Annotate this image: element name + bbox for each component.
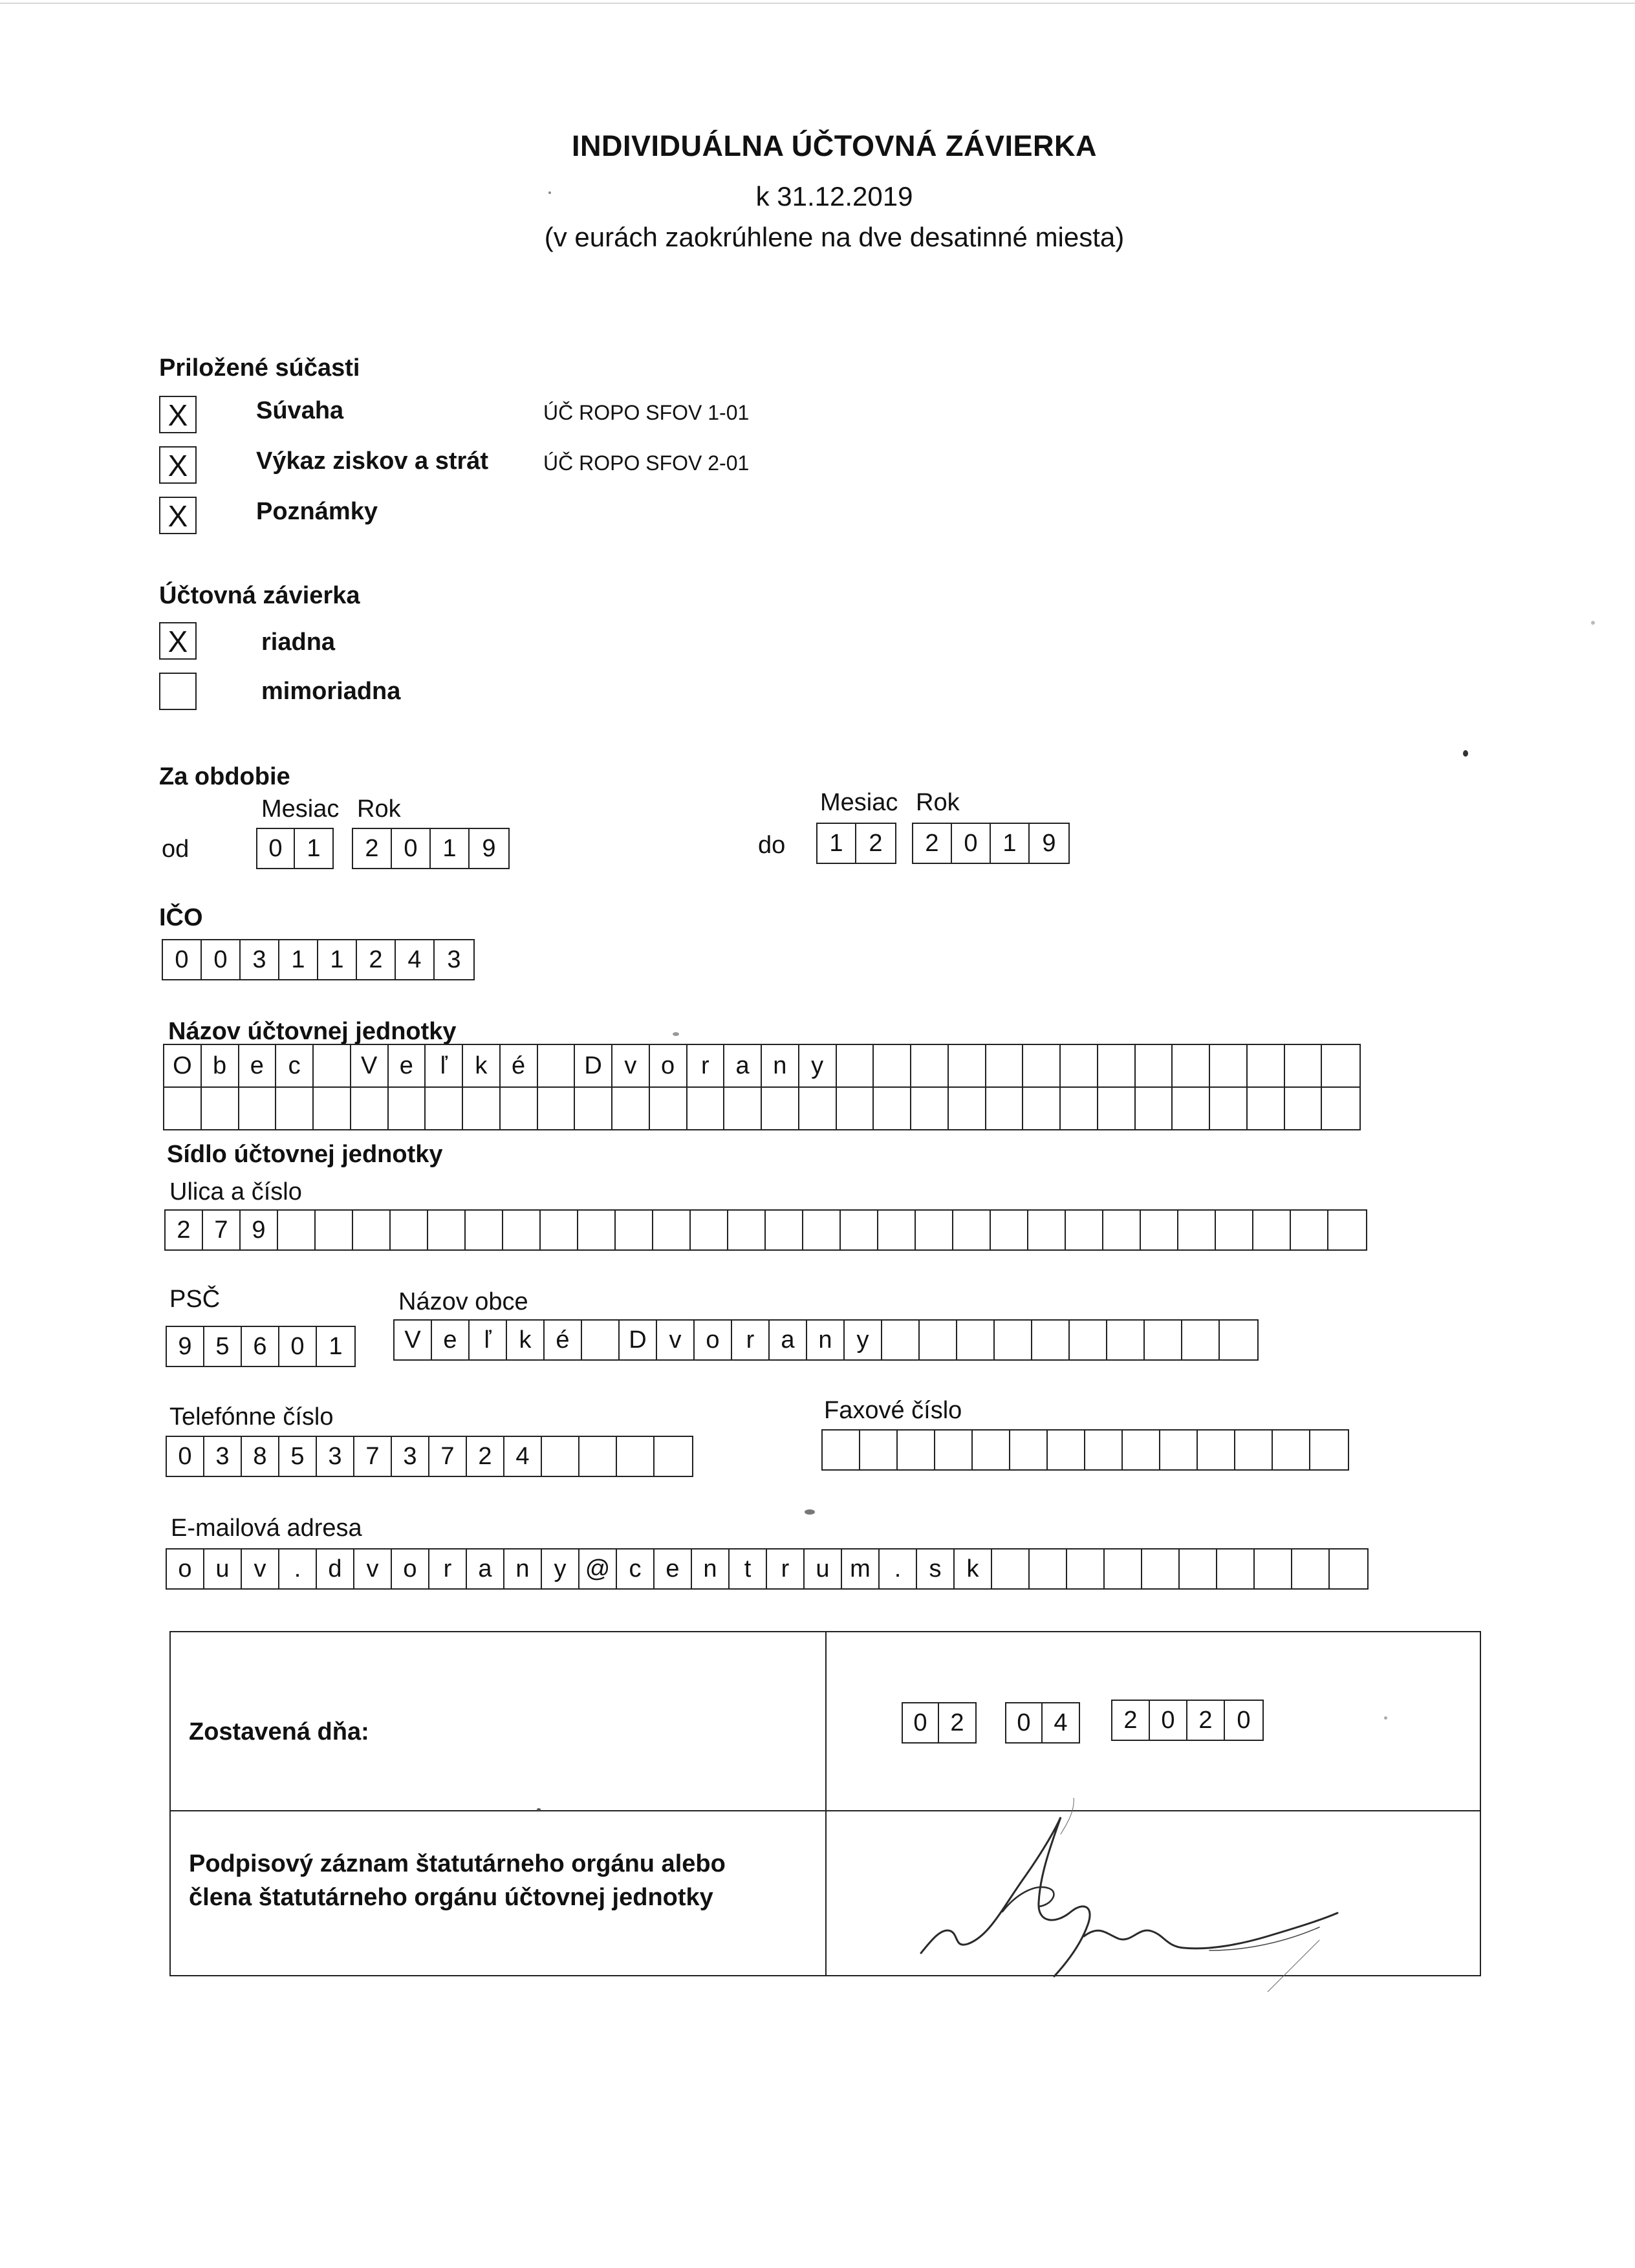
char-cell xyxy=(389,1088,426,1129)
char-cell xyxy=(973,1431,1010,1469)
char-cell xyxy=(878,1211,916,1249)
char-cell: 0 xyxy=(167,1437,204,1476)
char-cell xyxy=(1105,1550,1142,1588)
char-cell xyxy=(1178,1211,1216,1249)
from-year-field[interactable] xyxy=(352,828,510,869)
digit-cell: 0 xyxy=(952,824,991,863)
char-cell: 2 xyxy=(166,1211,203,1249)
char-cell: 7 xyxy=(354,1437,392,1476)
char-cell xyxy=(655,1437,692,1476)
char-cell xyxy=(391,1211,428,1249)
label-riadna: riadna xyxy=(261,629,336,656)
char-cell xyxy=(1322,1088,1359,1129)
char-cell: 1 xyxy=(318,940,357,979)
digit-cell: 0 xyxy=(392,829,431,868)
digit-cell: 2 xyxy=(950,1709,964,1736)
char-cell xyxy=(1273,1431,1310,1469)
char-cell xyxy=(1048,1431,1085,1469)
char-cell xyxy=(1061,1088,1098,1129)
char-cell: 5 xyxy=(279,1437,317,1476)
char-cell: 7 xyxy=(203,1211,241,1249)
checkbox-vykaz[interactable]: X xyxy=(159,446,197,484)
char-cell xyxy=(1210,1045,1248,1086)
char-cell xyxy=(538,1045,576,1086)
char-cell: é xyxy=(545,1321,582,1359)
char-cell xyxy=(1216,1211,1253,1249)
digit-cell: 2 xyxy=(913,824,952,863)
char-cell: 3 xyxy=(317,1437,354,1476)
char-cell: @ xyxy=(579,1550,617,1588)
seat-heading: Sídlo účtovnej jednotky xyxy=(167,1141,443,1168)
char-cell: 5 xyxy=(204,1327,242,1366)
char-cell xyxy=(803,1211,841,1249)
checkbox-mimoriadna[interactable] xyxy=(159,673,197,710)
char-cell: s xyxy=(917,1550,955,1588)
char-cell: 4 xyxy=(504,1437,542,1476)
char-cell xyxy=(239,1088,277,1129)
digit-cell: 4 xyxy=(1054,1709,1068,1736)
compiled-label: Zostavená dňa: xyxy=(189,1718,369,1745)
char-cell xyxy=(935,1431,973,1469)
digit-cell: 1 xyxy=(991,824,1030,863)
street-field[interactable] xyxy=(164,1209,1367,1251)
char-cell: e xyxy=(432,1321,470,1359)
char-cell xyxy=(1123,1431,1160,1469)
char-cell xyxy=(538,1088,576,1129)
char-cell: 1 xyxy=(279,940,318,979)
from-year-label: Rok xyxy=(357,795,401,823)
compiled-month-field[interactable] xyxy=(1005,1702,1080,1744)
char-cell xyxy=(986,1045,1024,1086)
char-cell xyxy=(501,1088,538,1129)
char-cell xyxy=(898,1431,935,1469)
digit-cell: 0 xyxy=(1006,1703,1043,1742)
from-month-field[interactable] xyxy=(256,828,334,869)
char-cell xyxy=(860,1431,898,1469)
char-cell xyxy=(823,1431,860,1469)
char-cell: y xyxy=(845,1321,882,1359)
signature-label-line2: člena štatutárneho orgánu účtovnej jednotky xyxy=(189,1884,713,1911)
char-cell: 6 xyxy=(242,1327,279,1366)
label-poznamky: Poznámky xyxy=(256,498,378,525)
char-cell: v xyxy=(657,1321,695,1359)
digit-cell: 2 xyxy=(353,829,392,868)
char-cell xyxy=(1136,1088,1173,1129)
digit-cell: 0 xyxy=(1150,1701,1187,1740)
char-cell: . xyxy=(880,1550,917,1588)
char-cell: r xyxy=(732,1321,770,1359)
digit-cell: 9 xyxy=(482,834,496,862)
signature-label-line1: Podpisový záznam štatutárneho orgánu alebo xyxy=(189,1850,726,1877)
char-cell: e xyxy=(239,1045,277,1086)
char-cell: 9 xyxy=(167,1327,204,1366)
char-cell xyxy=(1067,1550,1105,1588)
digit-cell: 0 xyxy=(1237,1706,1251,1734)
scan-speck xyxy=(537,1808,541,1811)
digit-cell: 0 xyxy=(257,829,295,868)
to-label: do xyxy=(758,832,786,859)
char-cell xyxy=(1248,1045,1285,1086)
char-cell xyxy=(164,1088,202,1129)
table-column-divider xyxy=(825,1632,827,1975)
char-cell: u xyxy=(805,1550,842,1588)
digit-cell: 9 xyxy=(1042,829,1056,857)
char-cell xyxy=(351,1088,389,1129)
char-cell xyxy=(503,1211,541,1249)
char-cell xyxy=(1032,1321,1070,1359)
char-cell: 2 xyxy=(467,1437,504,1476)
char-cell xyxy=(314,1045,351,1086)
char-cell xyxy=(1235,1431,1273,1469)
to-month-label: Mesiac xyxy=(820,789,898,816)
char-cell xyxy=(957,1321,995,1359)
char-cell xyxy=(949,1088,986,1129)
char-cell xyxy=(1098,1088,1136,1129)
char-cell: b xyxy=(202,1045,239,1086)
char-cell xyxy=(766,1211,803,1249)
char-cell xyxy=(992,1550,1030,1588)
char-cell: k xyxy=(463,1045,501,1086)
scan-edge-line xyxy=(0,3,1635,4)
char-cell: y xyxy=(542,1550,579,1588)
char-cell: V xyxy=(351,1045,389,1086)
char-cell xyxy=(579,1437,617,1476)
char-cell xyxy=(841,1211,878,1249)
char-cell: e xyxy=(655,1550,692,1588)
char-cell xyxy=(426,1088,463,1129)
char-cell xyxy=(1182,1321,1220,1359)
char-cell: n xyxy=(692,1550,730,1588)
street-label: Ulica a číslo xyxy=(169,1178,302,1205)
char-cell: é xyxy=(501,1045,538,1086)
char-cell: 3 xyxy=(204,1437,242,1476)
char-cell xyxy=(353,1211,391,1249)
char-cell xyxy=(724,1088,762,1129)
handwritten-signature xyxy=(905,1798,1371,1992)
char-cell xyxy=(1107,1321,1145,1359)
phone-label: Telefónne číslo xyxy=(169,1403,334,1431)
char-cell xyxy=(278,1211,316,1249)
email-label: E-mailová adresa xyxy=(171,1515,362,1542)
char-cell: 0 xyxy=(202,940,241,979)
digit-cell: 1 xyxy=(431,829,470,868)
char-cell xyxy=(882,1321,920,1359)
char-cell xyxy=(1028,1211,1066,1249)
char-cell: 4 xyxy=(396,940,435,979)
char-cell: 9 xyxy=(241,1211,278,1249)
char-cell: k xyxy=(955,1550,992,1588)
char-cell xyxy=(991,1211,1028,1249)
char-cell xyxy=(1066,1211,1103,1249)
char-cell xyxy=(691,1211,728,1249)
scan-speck xyxy=(1591,621,1595,625)
char-cell: 8 xyxy=(242,1437,279,1476)
char-cell xyxy=(995,1321,1032,1359)
fax-field[interactable] xyxy=(821,1429,1349,1471)
char-cell xyxy=(1010,1431,1048,1469)
char-cell: V xyxy=(395,1321,432,1359)
char-cell xyxy=(582,1321,620,1359)
code-suvaha: ÚČ ROPO SFOV 1-01 xyxy=(543,401,750,424)
char-cell xyxy=(1173,1088,1210,1129)
label-mimoriadna: mimoriadna xyxy=(261,678,401,705)
char-cell xyxy=(762,1088,799,1129)
char-cell xyxy=(314,1088,351,1129)
char-cell: 2 xyxy=(357,940,396,979)
code-vykaz: ÚČ ROPO SFOV 2-01 xyxy=(543,451,750,475)
char-cell xyxy=(428,1211,466,1249)
scan-speck xyxy=(673,1032,679,1036)
char-cell xyxy=(874,1045,911,1086)
char-cell xyxy=(986,1088,1024,1129)
char-cell: O xyxy=(164,1045,202,1086)
char-cell xyxy=(541,1211,578,1249)
entity-name-heading: Názov účtovnej jednotky xyxy=(168,1018,457,1045)
char-cell xyxy=(837,1088,874,1129)
char-cell xyxy=(1173,1045,1210,1086)
char-cell xyxy=(542,1437,579,1476)
char-cell: n xyxy=(762,1045,799,1086)
char-cell xyxy=(616,1211,653,1249)
char-cell: 3 xyxy=(447,945,461,973)
char-cell xyxy=(316,1211,353,1249)
char-cell xyxy=(466,1211,503,1249)
char-cell xyxy=(1085,1431,1123,1469)
char-cell: e xyxy=(389,1045,426,1086)
char-cell: . xyxy=(279,1550,317,1588)
char-cell xyxy=(1023,1088,1061,1129)
char-cell xyxy=(688,1088,725,1129)
char-cell xyxy=(916,1211,953,1249)
char-cell xyxy=(953,1211,991,1249)
char-cell: c xyxy=(276,1045,314,1086)
entity-name-field[interactable] xyxy=(163,1044,1361,1130)
char-cell xyxy=(1061,1045,1098,1086)
char-cell xyxy=(1291,1211,1328,1249)
char-cell: 3 xyxy=(241,940,279,979)
char-cell xyxy=(617,1437,655,1476)
char-cell: ľ xyxy=(470,1321,507,1359)
char-cell xyxy=(911,1088,949,1129)
char-cell xyxy=(1023,1045,1061,1086)
char-cell: 0 xyxy=(163,940,202,979)
char-cell: 1 xyxy=(329,1332,343,1360)
label-vykaz: Výkaz ziskov a strát xyxy=(256,448,489,475)
char-cell xyxy=(1160,1431,1198,1469)
char-cell: r xyxy=(767,1550,805,1588)
compiled-day-field[interactable] xyxy=(902,1702,977,1744)
char-cell: r xyxy=(688,1045,725,1086)
from-label: od xyxy=(162,836,189,863)
char-cell: o xyxy=(392,1550,429,1588)
char-cell xyxy=(1292,1550,1330,1588)
to-month-field[interactable] xyxy=(816,823,896,864)
char-cell xyxy=(1145,1321,1182,1359)
digit-cell: 0 xyxy=(903,1703,939,1742)
char-cell xyxy=(1070,1321,1107,1359)
char-cell: c xyxy=(617,1550,655,1588)
char-cell xyxy=(1322,1045,1359,1086)
char-cell xyxy=(1285,1088,1323,1129)
period-heading: Za obdobie xyxy=(159,763,290,790)
scan-speck xyxy=(548,191,551,194)
char-cell: t xyxy=(730,1550,767,1588)
char-cell xyxy=(1330,1550,1367,1588)
char-cell xyxy=(653,1211,691,1249)
char-cell: o xyxy=(695,1321,732,1359)
digit-cell: 1 xyxy=(307,834,321,862)
char-cell: n xyxy=(504,1550,542,1588)
to-year-label: Rok xyxy=(916,789,960,816)
from-month-label: Mesiac xyxy=(261,795,340,823)
digit-cell: 2 xyxy=(1112,1701,1150,1740)
char-cell xyxy=(1285,1045,1323,1086)
digit-cell: 2 xyxy=(869,829,883,857)
char-cell: n xyxy=(807,1321,845,1359)
char-cell: d xyxy=(317,1550,354,1588)
char-cell xyxy=(1248,1088,1285,1129)
char-cell: k xyxy=(507,1321,545,1359)
scan-speck xyxy=(1463,750,1468,757)
char-cell xyxy=(1217,1550,1255,1588)
char-cell xyxy=(463,1088,501,1129)
to-year-field[interactable] xyxy=(912,823,1070,864)
char-cell xyxy=(1098,1045,1136,1086)
char-cell xyxy=(1136,1045,1173,1086)
scan-speck xyxy=(1384,1716,1387,1720)
char-cell: D xyxy=(620,1321,657,1359)
char-cell: u xyxy=(204,1550,242,1588)
char-cell: v xyxy=(612,1045,650,1086)
char-cell xyxy=(874,1088,911,1129)
char-cell: o xyxy=(167,1550,204,1588)
char-cell xyxy=(920,1321,957,1359)
zip-label: PSČ xyxy=(169,1286,221,1313)
char-cell xyxy=(276,1088,314,1129)
label-suvaha: Súvaha xyxy=(256,397,344,424)
char-cell xyxy=(1210,1088,1248,1129)
char-cell: 7 xyxy=(429,1437,467,1476)
char-cell xyxy=(837,1045,874,1086)
currency-note: (v eurách zaokrúhlene na dve desatinné miesta) xyxy=(544,222,1125,252)
char-cell xyxy=(578,1211,616,1249)
entity-name-row xyxy=(164,1045,1359,1086)
char-cell xyxy=(575,1088,612,1129)
char-cell xyxy=(728,1211,766,1249)
attachments-heading: Priložené súčasti xyxy=(159,354,360,382)
report-date: k 31.12.2019 xyxy=(755,181,913,211)
scan-speck xyxy=(805,1509,815,1515)
char-cell: a xyxy=(724,1045,762,1086)
checkbox-poznamky[interactable]: X xyxy=(159,497,197,534)
email-field[interactable] xyxy=(166,1548,1369,1590)
compiled-year-field[interactable] xyxy=(1111,1700,1264,1741)
ico-heading: IČO xyxy=(159,904,203,931)
char-cell: o xyxy=(650,1045,688,1086)
char-cell: r xyxy=(429,1550,467,1588)
char-cell xyxy=(650,1088,688,1129)
char-cell xyxy=(949,1045,986,1086)
char-cell xyxy=(1180,1550,1217,1588)
char-cell xyxy=(1141,1211,1178,1249)
char-cell: a xyxy=(770,1321,807,1359)
char-cell xyxy=(911,1045,949,1086)
checkbox-riadna[interactable]: X xyxy=(159,622,197,660)
char-cell xyxy=(1255,1550,1292,1588)
char-cell xyxy=(799,1088,837,1129)
digit-cell: 2 xyxy=(1187,1701,1225,1740)
ico-field[interactable] xyxy=(162,939,475,980)
char-cell: m xyxy=(842,1550,880,1588)
char-cell xyxy=(1198,1431,1235,1469)
char-cell: v xyxy=(242,1550,279,1588)
char-cell xyxy=(1220,1321,1257,1359)
char-cell: D xyxy=(575,1045,612,1086)
city-label: Názov obce xyxy=(398,1288,528,1315)
entity-name-row xyxy=(164,1086,1359,1129)
zip-field[interactable] xyxy=(166,1326,356,1367)
char-cell: a xyxy=(467,1550,504,1588)
char-cell xyxy=(1310,1431,1348,1469)
char-cell xyxy=(1103,1211,1141,1249)
char-cell xyxy=(1328,1211,1366,1249)
char-cell: v xyxy=(354,1550,392,1588)
statement-type-heading: Účtovná závierka xyxy=(159,582,360,609)
char-cell: 3 xyxy=(392,1437,429,1476)
char-cell: 0 xyxy=(279,1327,317,1366)
city-field[interactable] xyxy=(393,1319,1259,1361)
char-cell: ľ xyxy=(426,1045,463,1086)
char-cell xyxy=(612,1088,650,1129)
fax-label: Faxové číslo xyxy=(824,1397,962,1424)
char-cell: y xyxy=(799,1045,837,1086)
checkbox-suvaha[interactable]: X xyxy=(159,396,197,433)
phone-field[interactable] xyxy=(166,1436,693,1477)
char-cell xyxy=(1142,1550,1180,1588)
char-cell xyxy=(1030,1550,1067,1588)
document-title: INDIVIDUÁLNA ÚČTOVNÁ ZÁVIERKA xyxy=(571,129,1098,162)
digit-cell: 1 xyxy=(817,824,856,863)
char-cell xyxy=(202,1088,239,1129)
char-cell xyxy=(1253,1211,1291,1249)
